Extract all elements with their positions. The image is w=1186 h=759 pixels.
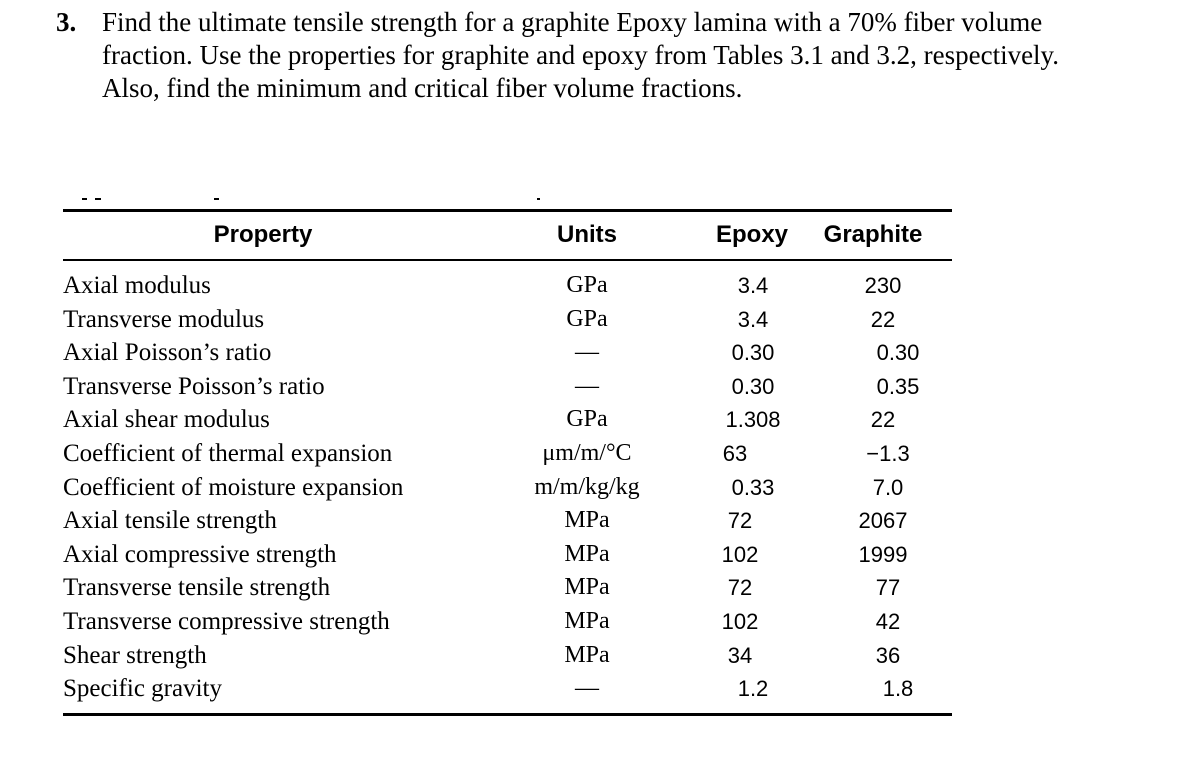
table-row	[63, 437, 952, 471]
table-row	[63, 471, 952, 505]
graphite-cell: 77	[875, 575, 901, 601]
scan-mark	[214, 198, 219, 200]
problem-line-3: Also, find the minimum and critical fiber volume fractions.	[102, 73, 743, 103]
table-row	[63, 538, 952, 572]
graphite-cell: −1.3	[866, 440, 910, 466]
graphite-cell: 1.8	[882, 676, 914, 702]
graphite-cell: 0.35	[876, 373, 920, 399]
table-body	[63, 269, 952, 706]
units-cell: μm/m/°C	[542, 439, 632, 466]
header-graphite: Graphite	[823, 221, 923, 248]
units-cell: MPa	[564, 641, 610, 668]
units-cell: GPa	[566, 272, 608, 298]
epoxy-cell: 34	[727, 642, 753, 668]
units-cell: —	[575, 675, 599, 702]
scan-mark	[82, 198, 87, 200]
header-units: Units	[557, 221, 617, 248]
graphite-cell: 7.0	[872, 474, 904, 500]
property-cell: Coefficient of moisture expansion	[63, 473, 404, 501]
units-cell: MPa	[564, 507, 610, 534]
units-cell: MPa	[564, 574, 610, 601]
units-cell: GPa	[566, 305, 608, 332]
epoxy-cell: 63	[722, 440, 748, 466]
graphite-cell: 42	[875, 608, 901, 634]
epoxy-cell: 102	[721, 541, 759, 567]
units-cell: —	[575, 372, 599, 399]
epoxy-cell: 1.2	[737, 676, 769, 702]
epoxy-cell: 0.30	[731, 340, 775, 366]
graphite-cell: 22	[870, 306, 896, 332]
header-property: Property	[213, 221, 313, 248]
property-cell: Axial Poisson’s ratio	[63, 339, 272, 367]
units-cell: MPa	[564, 540, 610, 567]
problem-line-1: Find the ultimate tensile strength for a graphite Epoxy lamina with a 70% fiber volume	[102, 7, 1043, 37]
graphite-cell: 1999	[858, 541, 908, 567]
problem-statement	[56, 6, 1166, 105]
problem-number: 3.	[56, 7, 77, 37]
problem-text	[102, 6, 1166, 105]
property-cell: Axial compressive strength	[63, 540, 337, 568]
table-row	[63, 571, 952, 605]
table-row	[63, 403, 952, 437]
table-top-rule	[63, 209, 952, 212]
table-row	[63, 336, 952, 370]
table-row	[63, 605, 952, 639]
epoxy-cell: 3.4	[737, 273, 769, 298]
table-row	[63, 504, 952, 538]
property-cell: Transverse compressive strength	[63, 607, 390, 635]
units-cell: MPa	[564, 607, 610, 634]
table-bottom-rule	[63, 713, 952, 716]
graphite-cell: 22	[870, 407, 896, 433]
table-row	[63, 269, 952, 303]
epoxy-cell: 0.30	[731, 373, 775, 399]
graphite-cell: 230	[864, 273, 902, 298]
epoxy-cell: 0.33	[731, 474, 775, 500]
epoxy-cell: 72	[727, 508, 753, 534]
property-cell: Transverse Poisson’s ratio	[63, 372, 325, 400]
graphite-cell: 36	[875, 642, 901, 668]
header-epoxy: Epoxy	[715, 221, 789, 248]
property-cell: Axial shear modulus	[63, 406, 270, 434]
units-cell: m/m/kg/kg	[534, 473, 640, 500]
scan-mark	[537, 198, 540, 200]
graphite-cell: 2067	[858, 508, 908, 534]
property-cell: Coefficient of thermal expansion	[63, 439, 393, 467]
table-row	[63, 672, 952, 706]
units-cell: —	[575, 339, 599, 366]
scan-mark	[95, 198, 101, 200]
units-cell: GPa	[566, 406, 608, 433]
table-row	[63, 639, 952, 673]
property-cell: Shear strength	[63, 641, 207, 669]
property-cell: Axial tensile strength	[63, 507, 277, 535]
graphite-cell: 0.30	[876, 340, 920, 366]
table-header-rule	[63, 259, 952, 261]
epoxy-cell: 3.4	[737, 306, 769, 332]
table-row	[63, 370, 952, 404]
property-cell: Axial modulus	[63, 272, 211, 299]
table-row	[63, 303, 952, 337]
problem-line-2: fraction. Use the properties for graphite and epoxy from Tables 3.1 and 3.2, respectively.	[102, 40, 1060, 70]
epoxy-cell: 1.308	[725, 407, 781, 433]
property-cell: Transverse tensile strength	[63, 574, 331, 602]
epoxy-cell: 72	[727, 575, 753, 601]
epoxy-cell: 102	[721, 608, 759, 634]
property-cell: Specific gravity	[63, 675, 222, 703]
property-cell: Transverse modulus	[63, 305, 265, 333]
